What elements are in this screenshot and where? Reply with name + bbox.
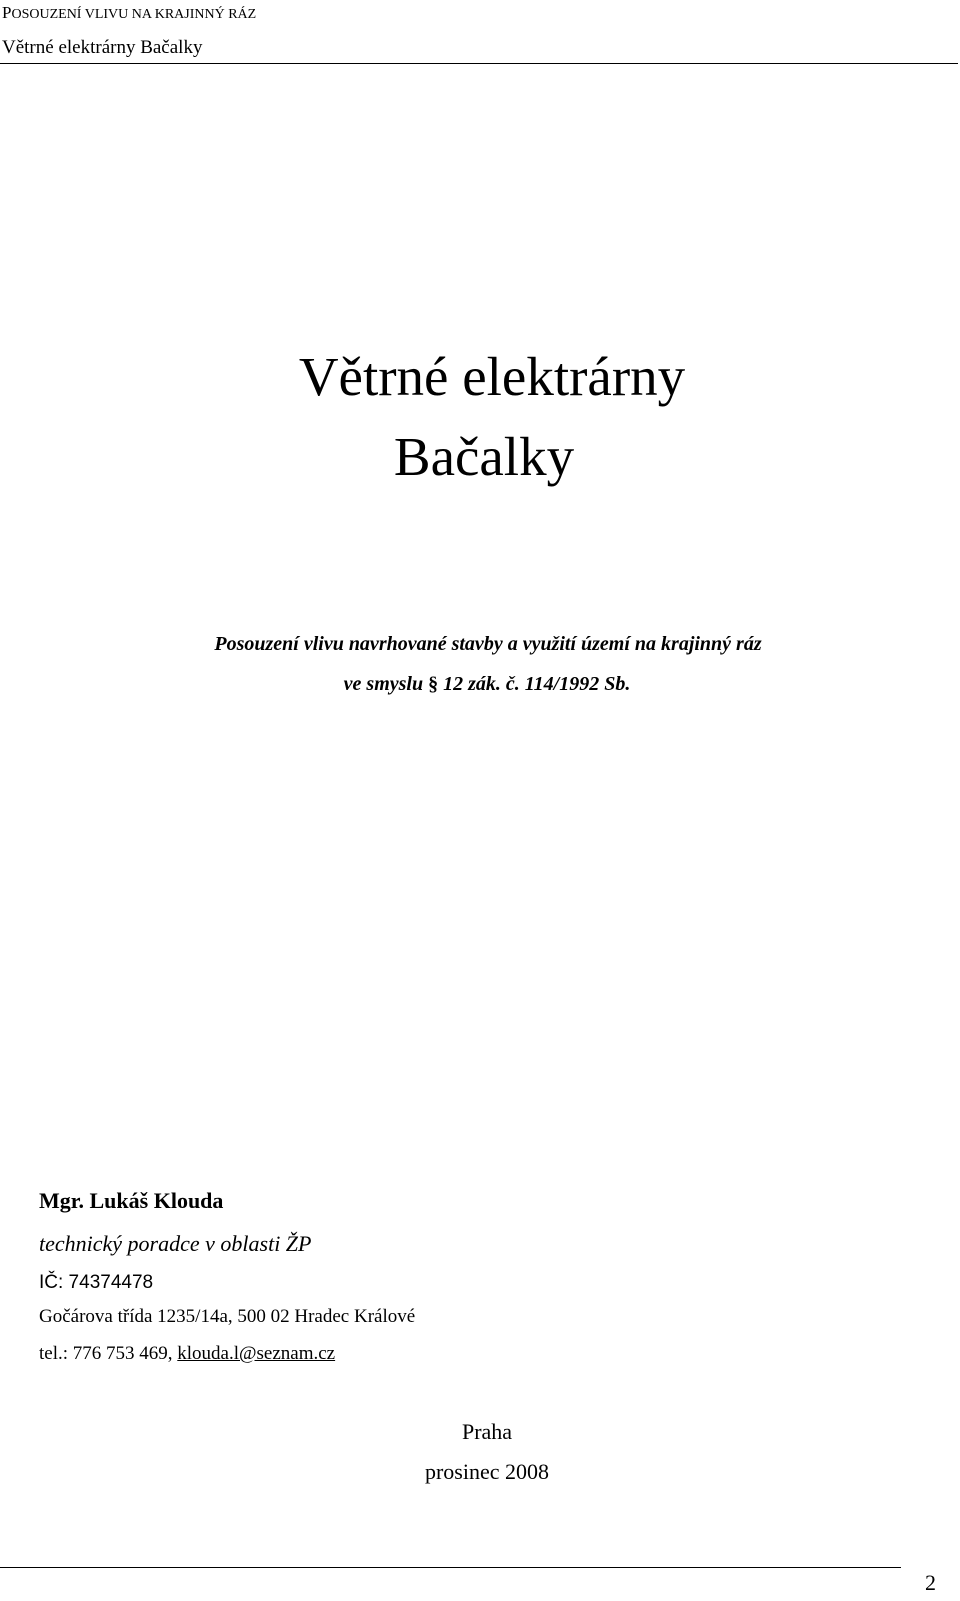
author-address: Gočárova třída 1235/14a, 500 02 Hradec Králové [39, 1306, 416, 1327]
document-subtitle-line1: Posouzení vlivu navrhované stavby a využití území na krajinný ráz [214, 633, 762, 655]
subtitle-prefix: ve smyslu [343, 673, 429, 695]
document-title-line2: Bačalky [393, 426, 575, 487]
author-role: technický poradce v oblasti ŽP [39, 1231, 312, 1256]
footer-divider [0, 1567, 901, 1568]
running-header-rest: OSOUZENÍ VLIVU NA KRAJINNÝ RÁZ [11, 7, 257, 22]
author-phone: tel.: 776 753 469, [39, 1343, 178, 1364]
section-sign: § [428, 673, 439, 695]
document-title-line1: Větrné elektrárny [298, 346, 686, 407]
author-ico: IČ: 74374478 [39, 1272, 154, 1293]
subtitle-suffix: 12 zák. č. 114/1992 Sb. [438, 673, 631, 695]
author-contact [39, 1341, 335, 1367]
document-subtitle-line2 [7, 671, 960, 697]
author-email-link[interactable]: klouda.l@seznam.cz [177, 1343, 336, 1364]
date: prosinec 2008 [424, 1459, 550, 1484]
place: Praha [461, 1419, 513, 1444]
header-divider [0, 63, 958, 64]
running-header-subtitle: Větrné elektrárny Bačalky [2, 37, 203, 58]
running-header-initial: P [2, 3, 12, 22]
page-number: 2 [925, 1570, 936, 1595]
running-header-title [2, 2, 256, 26]
author-name: Mgr. Lukáš Klouda [39, 1188, 224, 1213]
